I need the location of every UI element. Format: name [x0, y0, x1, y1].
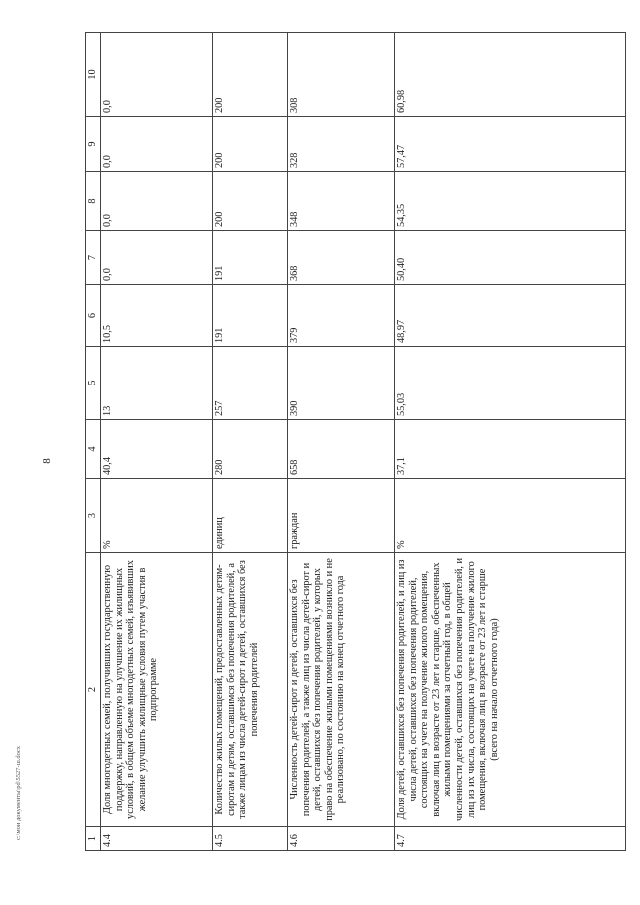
landscape-content	[85, 33, 626, 851]
header-cell: 3	[86, 479, 101, 553]
row-value: 390	[288, 347, 395, 420]
row-value: 200	[213, 172, 288, 231]
row-value: 54,35	[395, 172, 626, 231]
row-number: 4.5	[213, 827, 288, 851]
row-unit: единиц	[213, 479, 288, 553]
table-row	[288, 33, 395, 851]
row-number: 4.4	[101, 827, 213, 851]
row-value: 0,0	[101, 172, 213, 231]
row-value: 308	[288, 33, 395, 117]
row-value: 280	[213, 420, 288, 479]
row-value: 200	[213, 33, 288, 117]
footer-file-path: c:\мои документы\pd\5527-ш.docx	[15, 746, 22, 840]
row-value: 57,47	[395, 117, 626, 172]
row-value: 40,4	[101, 420, 213, 479]
header-cell: 4	[86, 420, 101, 479]
row-description: Численность детей-сирот и детей, оставшихся без попечения родителей, а также лиц из числа детей-сирот и детей, оставшихся без попечения родителей, у которых право на обеспечение жилыми помещениями возникло и не реализовано, по состоянию на конец отчетного года	[288, 553, 395, 827]
header-cell: 1	[86, 827, 101, 851]
table-row	[395, 33, 626, 851]
row-number: 4.6	[288, 827, 395, 851]
row-value: 10,5	[101, 285, 213, 347]
row-description: Количество жилых помещений, предоставленных детям-сиротам и детям, оставшимся без попечения родителей, а также лицам из числа детей-сирот и детей, оставшихся без попечения родителей	[213, 553, 288, 827]
row-value: 48,97	[395, 285, 626, 347]
row-value: 257	[213, 347, 288, 420]
row-value: 0,0	[101, 117, 213, 172]
row-value: 379	[288, 285, 395, 347]
row-description: Доля многодетных семей, получивших государственную поддержку, направленную на улучшение их жилищных условий, в общем объеме многодетных семей, изъявивших желание улучшить жилищные условия путем участия в подпрограмме	[101, 553, 213, 827]
row-value: 0,0	[101, 231, 213, 285]
header-cell: 7	[86, 231, 101, 285]
row-value: 200	[213, 117, 288, 172]
row-value: 55,03	[395, 347, 626, 420]
row-value: 348	[288, 172, 395, 231]
row-unit: %	[101, 479, 213, 553]
row-value: 50,40	[395, 231, 626, 285]
row-value: 60,98	[395, 33, 626, 117]
table-header-row	[86, 33, 101, 851]
row-unit: граждан	[288, 479, 395, 553]
header-cell: 9	[86, 117, 101, 172]
row-value: 13	[101, 347, 213, 420]
header-cell: 8	[86, 172, 101, 231]
row-value: 368	[288, 231, 395, 285]
table-row	[213, 33, 288, 851]
table-row	[101, 33, 213, 851]
row-value: 191	[213, 231, 288, 285]
row-value: 37,1	[395, 420, 626, 479]
row-value: 0,0	[101, 33, 213, 117]
row-value: 191	[213, 285, 288, 347]
row-value: 658	[288, 420, 395, 479]
header-cell: 5	[86, 347, 101, 420]
header-cell: 6	[86, 285, 101, 347]
page-number: 8	[41, 458, 53, 464]
header-cell: 10	[86, 33, 101, 117]
row-value: 328	[288, 117, 395, 172]
row-unit: %	[395, 479, 626, 553]
row-number: 4.7	[395, 827, 626, 851]
header-cell: 2	[86, 553, 101, 827]
row-description: Доля детей, оставшихся без попечения родителей, и лиц из числа детей, оставшихся без попечения родителей, состоящих на учете на получение жилого помещения, включая лиц в возрасте от 23 лет и старше, обеспеченных жилыми помещениями за отчетный год, в общей численности детей, оставшихся без попечения родителей, и лиц из их числа, состоящих на учете на получение жилого помещения, включая лиц в возрасте от 23 лет и старше (всего на начало отчетного года)	[395, 553, 626, 827]
indicators-table	[85, 32, 626, 851]
